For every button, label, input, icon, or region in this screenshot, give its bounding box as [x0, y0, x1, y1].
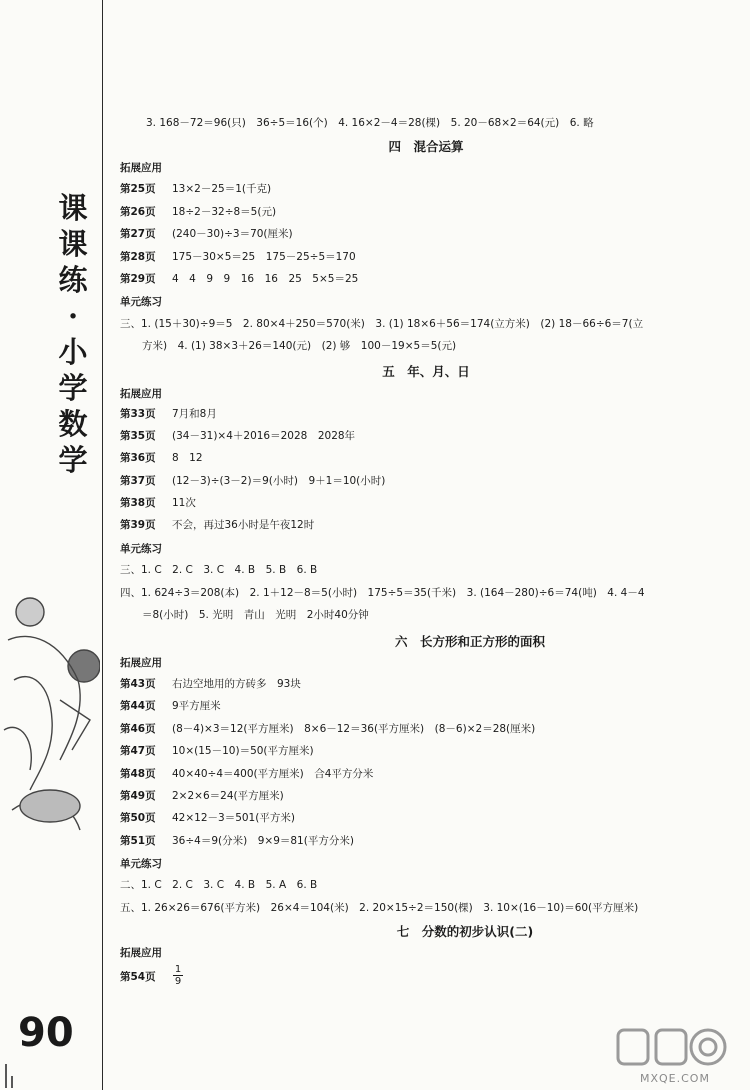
- page-ref: 第50页: [120, 812, 156, 824]
- answer-line: 四、1. 624÷3＝208(本) 2. 1＋12－8＝5(小时) 175÷5＝35(千米) 3. (164－280)÷6＝74(吨) 4. 4－4: [120, 587, 645, 599]
- answer-text: 40×40÷4＝400(平方厘米) 合4平方分米: [172, 768, 374, 780]
- answer-line: [120, 767, 373, 781]
- answer-line: 方米) 4. (1) 38×3＋26＝140(元) (2) 够 100－19×5＝5(元): [142, 340, 457, 352]
- page-ref: 第39页: [120, 519, 156, 531]
- answer-text: (8－4)×3＝12(平方厘米) 8×6－12＝36(平方厘米) (8－6)×2＝28(厘米): [172, 723, 536, 735]
- fraction-numerator: 1: [174, 964, 182, 975]
- answer-line: [120, 496, 196, 510]
- answer-line: [120, 518, 314, 532]
- spine-char: 练: [58, 263, 88, 297]
- answer-text: 右边空地用的方砖多 93块: [172, 678, 301, 690]
- subsection-label: 拓展应用: [120, 657, 162, 669]
- answer-line: [120, 970, 172, 984]
- page-ref: 第25页: [120, 183, 156, 195]
- answer-text: 不会，再过36小时是午夜12时: [172, 519, 315, 531]
- page-ref: 第29页: [120, 273, 156, 285]
- answer-text: 13×2－25＝1(千克): [172, 183, 272, 195]
- answer-line: 3. 168－72＝96(只) 36÷5＝16(个) 4. 16×2－4＝28(棵) 5. 20－68×2＝64(元) 6. 略: [146, 117, 594, 129]
- answer-text: 2×2×6＝24(平方厘米): [172, 790, 284, 802]
- answer-text: 11次: [172, 497, 196, 509]
- answer-line: [120, 811, 295, 825]
- answer-text: 8 12: [172, 452, 203, 464]
- answer-line: [120, 451, 203, 465]
- answer-text: 9平方厘米: [172, 700, 221, 712]
- spine-char: 学: [58, 443, 88, 477]
- answer-line: [120, 250, 356, 264]
- page-ref: 第36页: [120, 452, 156, 464]
- subsection-label: 单元练习: [120, 858, 162, 870]
- answer-text: 4 4 9 9 16 16 25 5×5＝25: [172, 273, 359, 285]
- answer-line: 二、1. C 2. C 3. C 4. B 5. A 6. B: [120, 879, 318, 891]
- answer-text: 7月和8月: [172, 408, 217, 420]
- answer-line: [120, 272, 358, 286]
- page-ref: 第48页: [120, 768, 156, 780]
- answer-line: 五、1. 26×26＝676(平方米) 26×4＝104(米) 2. 20×15÷2＝150(棵) 3. 10×(16－10)＝60(平方厘米): [120, 902, 639, 914]
- answer-line: ＝8(小时) 5. 光明 青山 光明 2小时40分钟: [142, 609, 369, 621]
- fraction-denominator: 9: [174, 976, 182, 987]
- spine-char: 学: [58, 371, 88, 405]
- answer-line: [120, 474, 385, 488]
- page-ref: 第46页: [120, 723, 156, 735]
- page-ref: 第26页: [120, 206, 156, 218]
- answer-line: [120, 744, 314, 758]
- spine-char: 课: [58, 191, 88, 225]
- watermark-text: MXQE.COM: [640, 1072, 710, 1085]
- answer-text: (240－30)÷3＝70(厘米): [172, 228, 293, 240]
- answer-line: [120, 834, 354, 848]
- spine-char: ·: [67, 299, 79, 333]
- answer-text: 36÷4＝9(分米) 9×9＝81(平方分米): [172, 835, 354, 847]
- answer-text: (34－31)×4＋2016＝2028 2028年: [172, 430, 356, 442]
- answer-line: [120, 677, 301, 691]
- page-ref: 第51页: [120, 835, 156, 847]
- section-heading: 六 长方形和正方形的面积: [394, 634, 545, 649]
- page-ref: 第47页: [120, 745, 156, 757]
- page-ref: 第44页: [120, 700, 156, 712]
- page-ref: 第38页: [120, 497, 156, 509]
- answer-line: [120, 429, 355, 443]
- page-ref: 第37页: [120, 475, 156, 487]
- subsection-label: 拓展应用: [120, 388, 162, 400]
- answer-line: 三、1. (15＋30)÷9＝5 2. 80×4＋250＝570(米) 3. (1) 18×6＋56＝174(立方米) (2) 18－66÷6＝7(立: [120, 318, 644, 330]
- page-ref: 第33页: [120, 408, 156, 420]
- answer-line: [120, 205, 276, 219]
- answer-text: (12－3)÷(3－2)＝9(小时) 9＋1＝10(小时): [172, 475, 386, 487]
- fraction: [173, 964, 183, 987]
- page-ref: 第54页: [120, 971, 156, 983]
- spine-char: 小: [58, 335, 88, 369]
- subsection-label: 拓展应用: [120, 162, 162, 174]
- section-heading: 五 年、月、日: [382, 364, 470, 379]
- subsection-label: 拓展应用: [120, 947, 162, 959]
- page-ref: 第27页: [120, 228, 156, 240]
- answer-line: [120, 407, 217, 421]
- answer-line: [120, 227, 293, 241]
- section-heading: 七 分数的初步认识(二): [396, 924, 534, 939]
- page-ref: 第28页: [120, 251, 156, 263]
- spine-char: 课: [58, 227, 88, 261]
- subsection-label: 单元练习: [120, 296, 162, 308]
- page-ref: 第35页: [120, 430, 156, 442]
- page-number: 90: [18, 1010, 74, 1056]
- answer-text: 42×12－3＝501(平方米): [172, 812, 295, 824]
- answer-text: 175－30×5＝25 175－25÷5＝170: [172, 251, 356, 263]
- answer-line: [120, 722, 535, 736]
- answer-text: 10×(15－10)＝50(平方厘米): [172, 745, 314, 757]
- answer-line: [120, 699, 221, 713]
- page-ref: 第43页: [120, 678, 156, 690]
- page-ref: 第49页: [120, 790, 156, 802]
- section-heading: 四 混合运算: [388, 139, 464, 154]
- answer-line: [120, 789, 284, 803]
- subsection-label: 单元练习: [120, 543, 162, 555]
- answer-line: 三、1. C 2. C 3. C 4. B 5. B 6. B: [120, 564, 318, 576]
- spine-char: 数: [58, 407, 88, 441]
- answer-text: 18÷2－32÷8＝5(元): [172, 206, 277, 218]
- answer-line: [120, 182, 271, 196]
